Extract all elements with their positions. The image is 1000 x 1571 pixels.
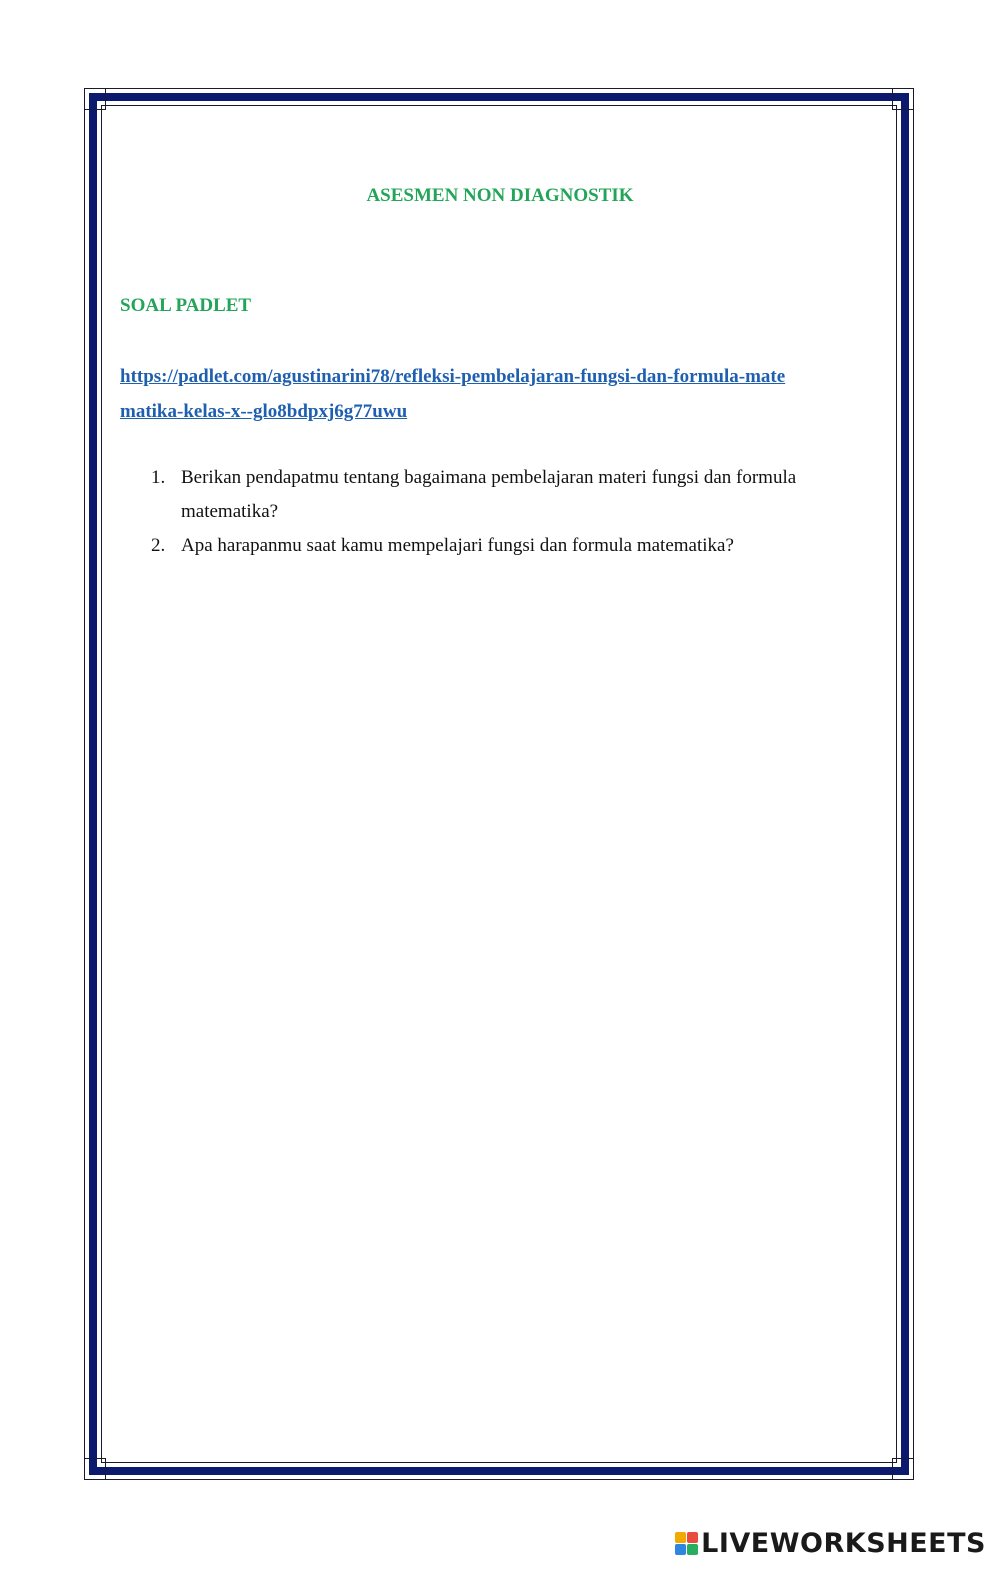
question-item xyxy=(120,529,880,563)
question-text: Apa harapanmu saat kamu mempelajari fungsi dan formula matematika? xyxy=(181,535,734,556)
document-title: ASESMEN NON DIAGNOSTIK xyxy=(366,185,634,206)
question-text: Berikan pendapatmu tentang bagaimana pembelajaran materi fungsi dan formula matematika? xyxy=(181,467,797,522)
section-title: SOAL PADLET xyxy=(120,295,252,316)
question-item xyxy=(120,461,880,529)
liveworksheets-logo-icon xyxy=(675,1532,698,1555)
border-corner-bottom-right xyxy=(892,1458,914,1480)
border-corner-top-right xyxy=(892,88,914,110)
question-number: 2. xyxy=(151,535,166,556)
border-corner-bottom-left xyxy=(84,1458,106,1480)
question-number: 1. xyxy=(151,467,166,488)
border-corner-top-left xyxy=(84,88,106,110)
brand-name: LIVEWORKSHEETS xyxy=(701,1528,986,1559)
padlet-link[interactable]: https://padlet.com/agustinarini78/refleksi-pembelajaran-fungsi-dan-formula-matematika-kelas-x--glo8bdpxj6g77uwu xyxy=(120,366,786,422)
question-list xyxy=(120,461,880,563)
liveworksheets-brand xyxy=(675,1528,986,1559)
document-content xyxy=(120,180,880,563)
